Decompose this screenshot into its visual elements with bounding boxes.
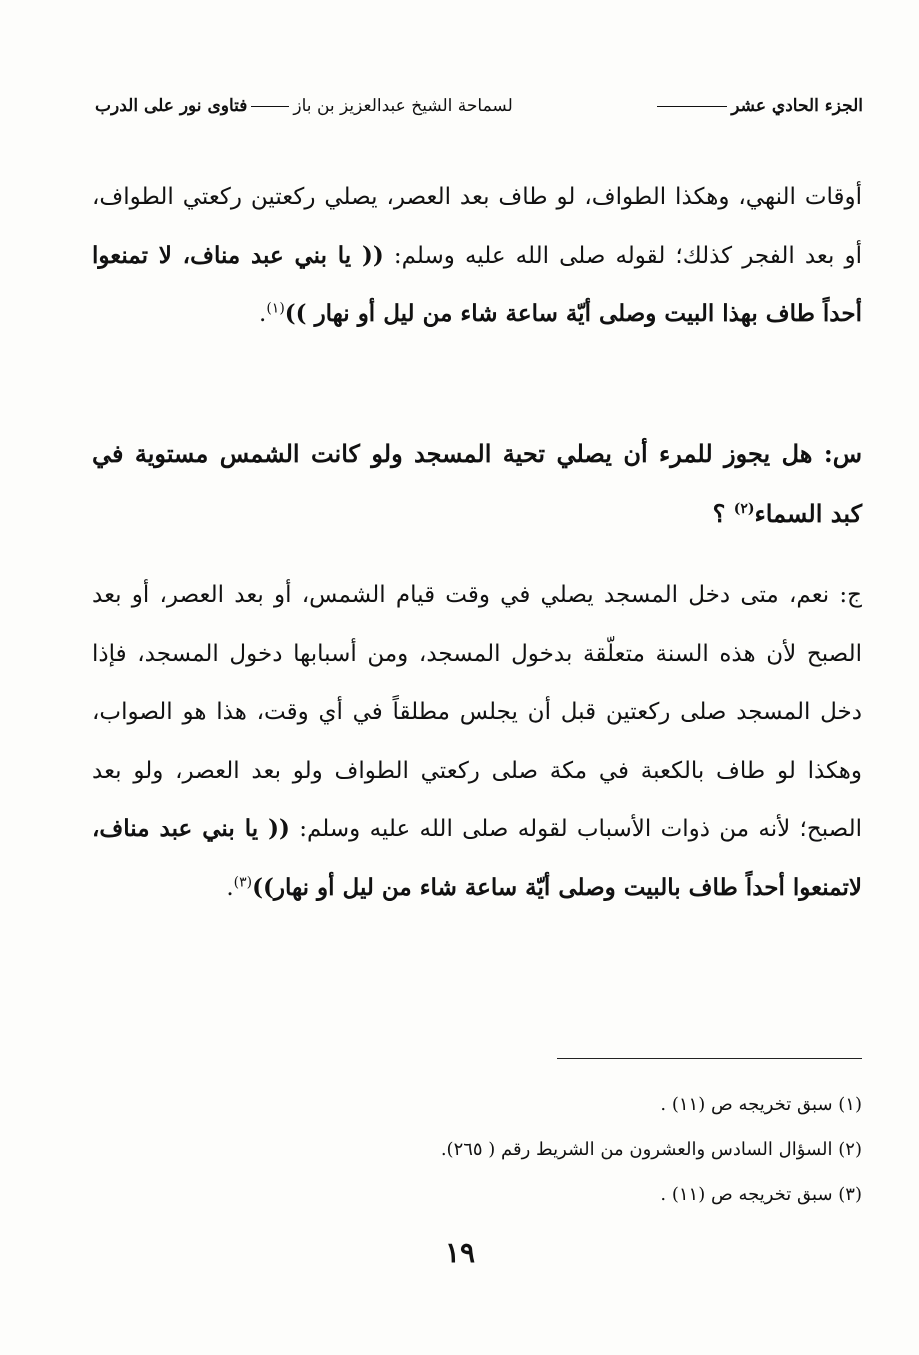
author-name: لسماحة الشيخ عبدالعزيز بن باز (293, 96, 513, 116)
question-mark: ؟ (712, 499, 726, 528)
hadith-quote: (( يا بني عبد مناف، لا تمنعوا أحداً طاف بهذا البيت وصلى أيّة ساعة شاء من ليل أو نهار )) (92, 241, 862, 327)
continued-paragraph (92, 168, 862, 344)
question (92, 424, 862, 544)
header-separator (251, 106, 289, 107)
footnote-item: (٢) السؤال السادس والعشرون من الشريط رقم ( ٢٦٥). (440, 1139, 862, 1160)
footnote-ref: (٣) (233, 873, 253, 890)
footnote-ref: (٢) (733, 501, 755, 517)
answer-text: ج: نعم، متى دخل المسجد يصلي في وقت قيام الشمس، أو بعد العصر، أو بعد الصبح لأن هذه السنة متعلّقة بدخول المسجد، ومن أسبابها دخول المسجد، فإذا دخل المسجد صلى ركعتين قبل أن يجلس مطلقاً في أي وقت، هذا هو الصواب، وهكذا لو طاف بالكعبة في مكة صلى ركعتي الطواف ولو بعد العصر، ولو بعد الصبح؛ لأنه من ذوات الأسباب لقوله صلى الله عليه وسلم: (92, 582, 862, 842)
footnote-item: (٣) سبق تخريجه ص (١١) . (660, 1184, 862, 1205)
footnotes (300, 1082, 862, 1217)
footnote-item: (١) سبق تخريجه ص (١١) . (660, 1094, 862, 1115)
volume-label: الجزء الحادي عشر (731, 96, 863, 116)
paragraph-text: أوقات النهي، وهكذا الطواف، لو طاف بعد العصر، يصلي ركعتين ركعتي الطواف، أو بعد الفجر كذلك؛ لقوله صلى الله عليه وسلم: (92, 184, 863, 269)
question-text: هل يجوز للمرء أن يصلي تحية المسجد ولو كانت الشمس مستوية في كبد السماء (92, 439, 862, 528)
book-title: فتاوى نور على الدرب (95, 96, 248, 116)
page-number: ١٩ (444, 1236, 476, 1269)
answer-end: . (226, 874, 234, 901)
question-prefix: س: (823, 439, 863, 468)
header-separator (657, 106, 727, 107)
answer (92, 566, 862, 917)
hadith-quote: (( يا بني عبد مناف، لاتمنعوا أحداً طاف بالبيت وصلى أيّة ساعة شاء من ليل أو نهار)) (92, 815, 862, 901)
running-header (95, 88, 863, 124)
footnote-ref: (١) (266, 300, 285, 317)
paragraph-end: . (259, 301, 267, 327)
footnote-divider (557, 1058, 862, 1059)
